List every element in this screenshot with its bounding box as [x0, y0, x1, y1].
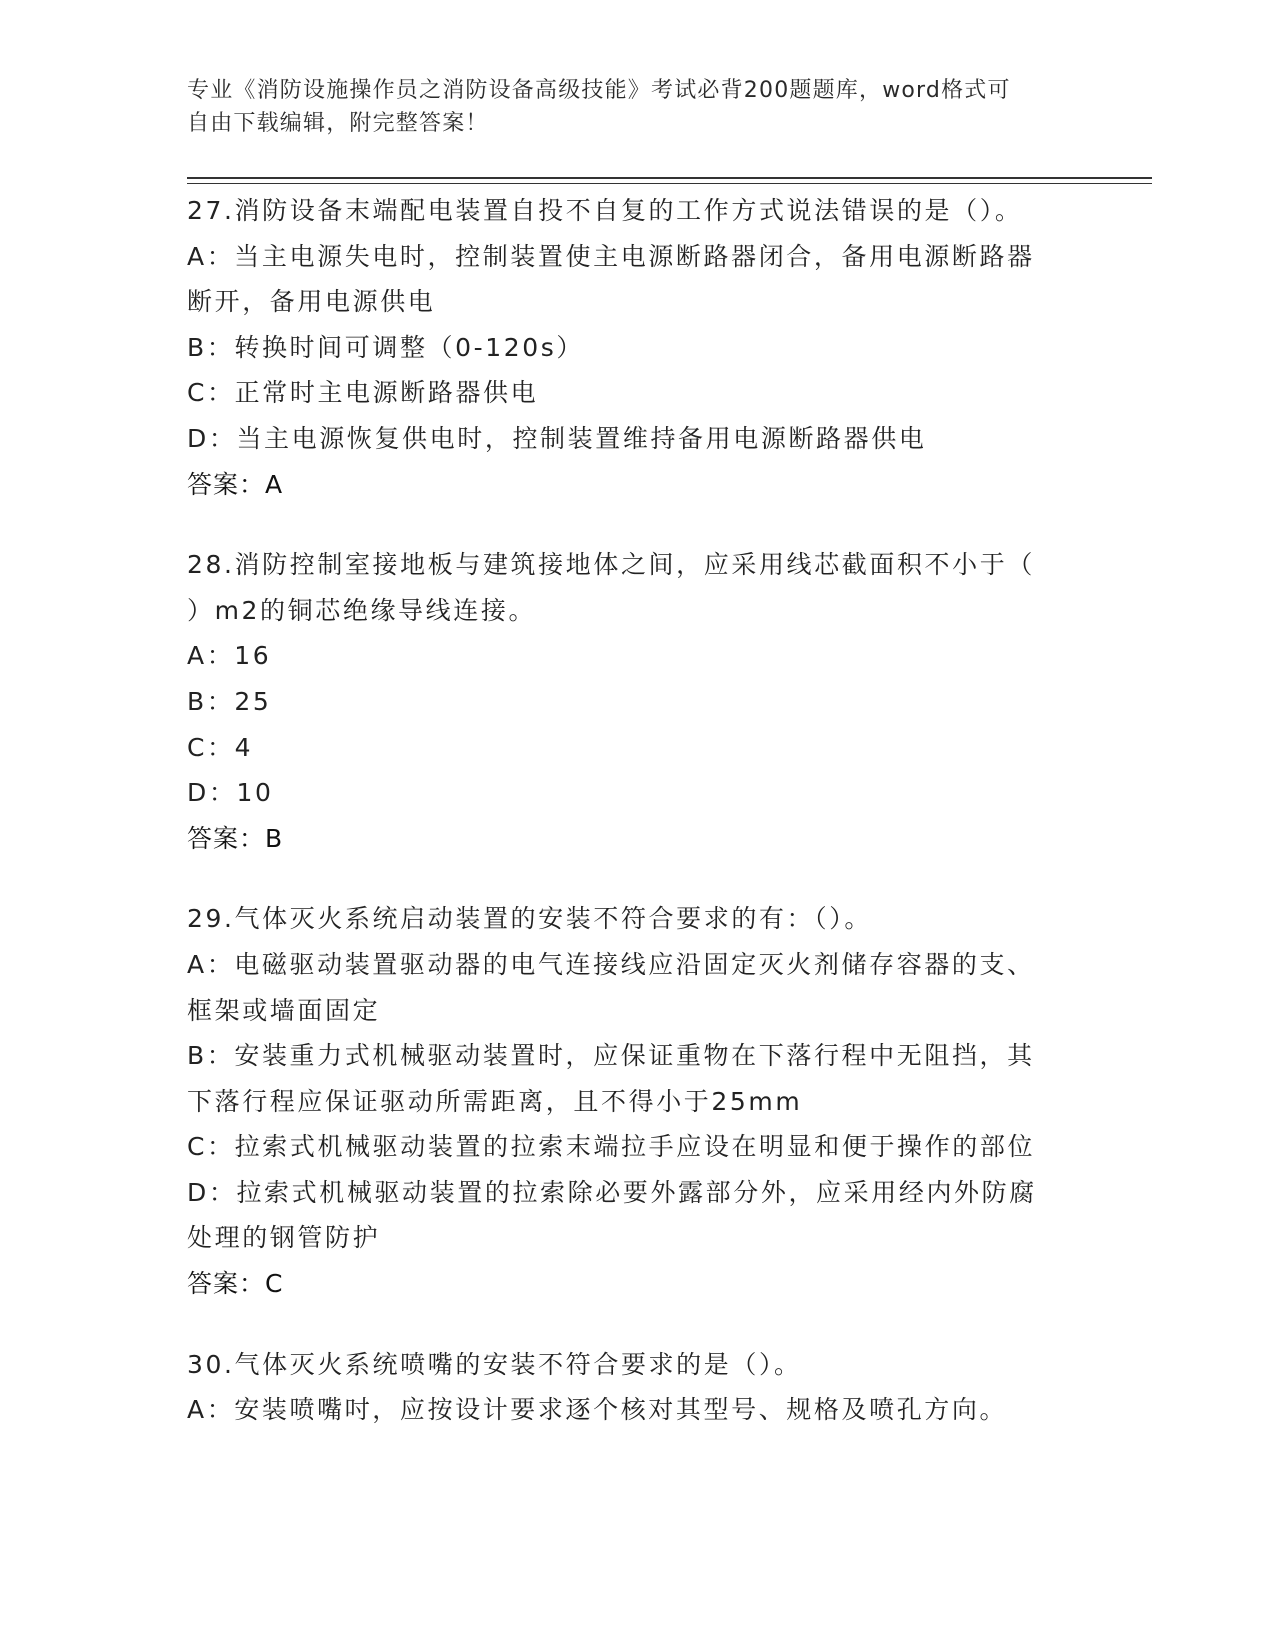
question-29 [187, 896, 1087, 1306]
question-28 [187, 542, 1087, 861]
question-27-option-d: D：当主电源恢复供电时，控制装置维持备用电源断路器供电 [187, 423, 927, 453]
question-27-answer: 答案：A [187, 469, 284, 499]
question-28-option-c: C：4 [187, 732, 254, 762]
question-27-option-a: A：当主电源失电时，控制装置使主电源断路器闭合，备用电源断路器 [187, 241, 1035, 271]
header-line-2: 自由下载编辑，附完整答案！ [187, 111, 489, 136]
question-30 [187, 1342, 1087, 1433]
question-28-stem: 28.消防控制室接地板与建筑接地体之间，应采用线芯截面积不小于（ [187, 550, 1035, 580]
header-line-1: 专业《消防设施操作员之消防设备高级技能》考试必背200题题库，word格式可 [187, 78, 1011, 103]
question-27-option-a-cont: 断开，备用电源供电 [187, 287, 436, 317]
question-28-option-d: D：10 [187, 778, 274, 808]
question-29-option-b: B：安装重力式机械驱动装置时，应保证重物在下落行程中无阻挡，其 [187, 1041, 1035, 1071]
question-29-option-d: D：拉索式机械驱动装置的拉索除必要外露部分外，应采用经内外防腐 [187, 1177, 1037, 1207]
header-divider-thick [187, 177, 1152, 179]
question-28-stem-cont: ）m2的铜芯绝缘导线连接。 [187, 595, 537, 625]
question-29-option-b-cont: 下落行程应保证驱动所需距离，且不得小于25mm [187, 1086, 803, 1116]
header-divider-thin [187, 183, 1152, 184]
question-29-answer: 答案：C [187, 1269, 284, 1299]
question-30-stem: 30.气体灭火系统喷嘴的安装不符合要求的是（）。 [187, 1349, 802, 1379]
question-29-option-c: C：拉索式机械驱动装置的拉索末端拉手应设在明显和便于操作的部位 [187, 1132, 1036, 1162]
question-28-option-a: A：16 [187, 641, 272, 671]
question-list [187, 188, 1087, 1468]
question-29-option-a-cont: 框架或墙面固定 [187, 995, 381, 1025]
question-27-option-c: C：正常时主电源断路器供电 [187, 378, 539, 408]
question-29-stem: 29.气体灭火系统启动装置的安装不符合要求的有：（）。 [187, 904, 872, 934]
question-27-stem: 27.消防设备末端配电装置自投不自复的工作方式说法错误的是（）。 [187, 196, 1023, 225]
question-29-option-d-cont: 处理的钢管防护 [187, 1223, 381, 1253]
document-header [187, 74, 1067, 140]
question-27-option-b: B：转换时间可调整（0-120s） [187, 332, 585, 362]
question-27 [187, 188, 1087, 507]
question-28-answer: 答案：B [187, 823, 284, 853]
question-30-option-a: A：安装喷嘴吋，应按设计要求逐个核对其型号、规格及喷孔方向。 [187, 1395, 1008, 1425]
question-28-option-b: B：25 [187, 686, 272, 716]
question-29-option-a: A：电磁驱动装置驱动器的电气连接线应沿固定灭火剂储存容器的支、 [187, 949, 1035, 979]
